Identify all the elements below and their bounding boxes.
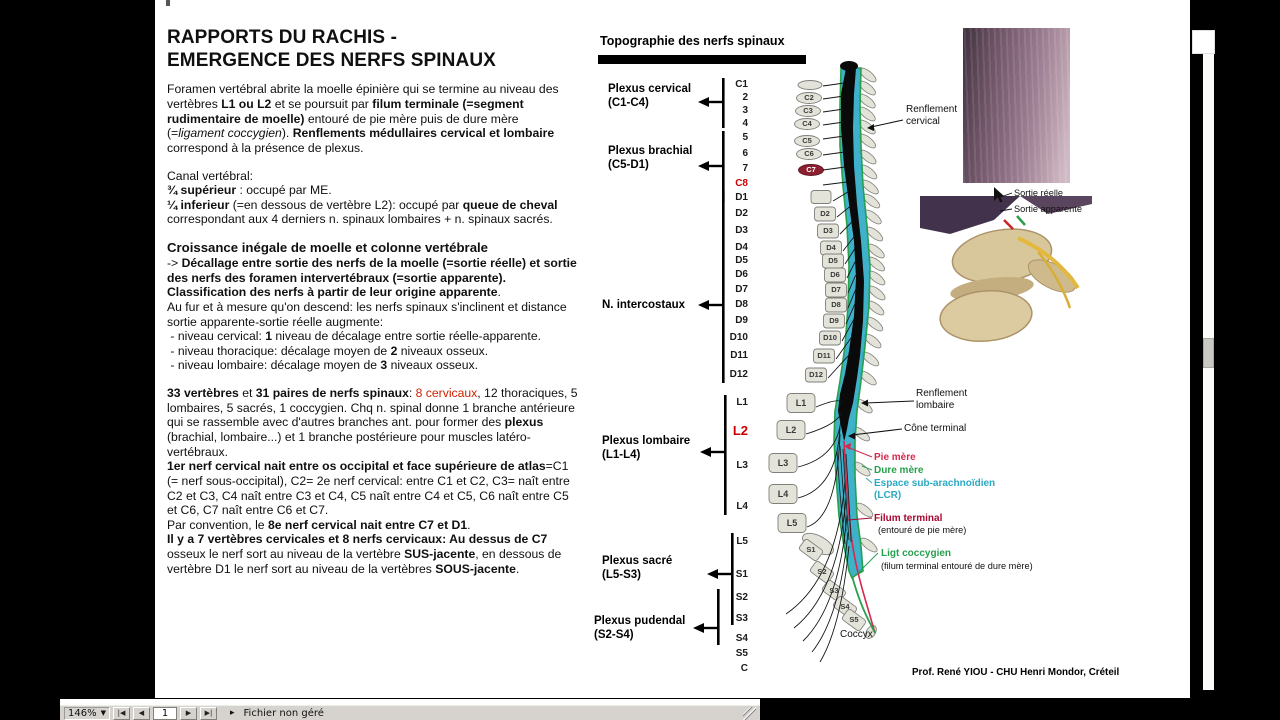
- body-label-C7: C7: [806, 165, 816, 174]
- body-label-D11: D11: [817, 351, 831, 360]
- stray-mark: [166, 0, 170, 6]
- credit-line: Prof. René YIOU - CHU Henri Mondor, Créteil: [912, 667, 1120, 678]
- body-label-S2: S2: [817, 567, 827, 576]
- title-line-1: RAPPORTS DU RACHIS -: [167, 27, 398, 48]
- page-title: [167, 26, 579, 72]
- body-label-D12: D12: [809, 370, 823, 379]
- spine-svg: [590, 26, 1190, 698]
- body-label-D8: D8: [831, 300, 841, 309]
- body-label-S3: S3: [829, 586, 839, 595]
- body-label-L2: L2: [785, 424, 797, 435]
- plexus-arrow-icon: [700, 447, 711, 457]
- plexus-label-plexus-lombaire: Plexus lombaire (L1-L4): [602, 435, 691, 462]
- level-label-S5: S5: [735, 648, 748, 659]
- leader-line: [871, 120, 903, 127]
- status-bar: [60, 705, 760, 720]
- level-label-D9: D9: [735, 315, 748, 326]
- level-label-coccyx: C: [740, 663, 748, 674]
- plexus-label-n-intercostaux: N. intercostaux: [602, 299, 686, 311]
- body-label-C6: C6: [804, 149, 814, 158]
- annotation-filum: Filum terminal: [874, 513, 943, 524]
- leader-line: [866, 478, 872, 483]
- annotation-espace: Espace sub-arachnoïdien: [874, 478, 996, 489]
- level-label-D5: D5: [735, 255, 748, 266]
- diagram-title: Topographie des nerfs spinaux: [600, 34, 785, 48]
- zoom-dropdown-icon[interactable]: ▼: [100, 708, 106, 717]
- first-page-button[interactable]: |◀: [113, 707, 130, 720]
- level-label-L4: L4: [736, 501, 748, 512]
- level-label-S4: S4: [735, 633, 748, 644]
- leader-line: [1000, 209, 1012, 211]
- diagram-title-underline: [598, 55, 806, 64]
- resize-grip[interactable]: [743, 707, 756, 720]
- label-sortie-apparente: Sortie apparente: [1014, 204, 1082, 214]
- annotation-ligt_sub: (filum terminal entouré de dure mère): [881, 561, 1033, 571]
- paragraph: 33 vertèbres et 31 paires de nerfs spinaux: 8 cervicaux, 12 thoraciques, 5 lombaires, 5 sacrés, 1 coccygien. Chq n. spinal donne 1 branche antérieure qui se rassemble avec d'autres branches ant. pour former des plexus (brachial, lombaire...) et 1 branche postérieure pour muscles latéro-vertébraux. 1er nerf cervical nait entre os occipital et face supérieure de atlas=C1 (= nerf sous-occipital), C2= 2e nerf cervical: entre C1 et C2, C3= naît entre C2 et C3, C4 naît entre C3 et C4, C5 naît entre C4 et C5, C6 naît entre C5 et C6, C7 naît entre C6 et C7. Par convention, le 8e nerf cervical nait entre C7 et D1. Il y a 7 vertèbres cervicales et 8 nerfs cervicaux: Au dessus de C7 osseux le nerf sort au niveau de la vertèbre SUS-jacente, en dessous de vertèbre D1 le nerf sort au niveau de la vertèbres SOUS-jacente.: [167, 386, 578, 576]
- scrollbar-up-button[interactable]: [1192, 30, 1215, 54]
- plexus-bracket: [724, 395, 727, 515]
- body-label-D10: D10: [823, 333, 837, 342]
- level-label-D6: D6: [735, 269, 748, 280]
- body-label-S5: S5: [849, 615, 859, 624]
- body-label-D6: D6: [830, 270, 840, 279]
- body-label-L4: L4: [777, 488, 789, 499]
- annotation-renflement_cervical: Renflement cervical: [906, 104, 958, 127]
- paragraph: Foramen vertébral abrite la moelle épinière qui se termine au niveau des vertèbres L1 ou L2 et se poursuit par filum terminale (=segment rudimentaire de moelle) entouré de pie mère puis de dure mère (=ligament coccygien). Renflements médullaires cervical et lombaire correspond à la présence de plexus.: [167, 82, 559, 155]
- tab-marker-icon: ▸: [229, 708, 235, 718]
- level-label-C8: C8: [735, 178, 748, 189]
- level-label-D11: D11: [730, 350, 748, 361]
- level-label-7: 7: [742, 163, 748, 174]
- level-label-D4: D4: [735, 242, 748, 253]
- annotation-coccyx: Coccyx: [840, 629, 873, 640]
- text-column: [167, 26, 579, 589]
- level-label-S1: S1: [735, 569, 748, 580]
- paragraph-heading: Croissance inégale de moelle et colonne vertébrale: [167, 240, 489, 256]
- last-page-button[interactable]: ▶|: [200, 707, 217, 720]
- plexus-label-plexus-pudendal: Plexus pudendal (S2-S4): [594, 615, 686, 642]
- level-label-D12: D12: [729, 369, 748, 380]
- next-page-button[interactable]: ▶: [180, 707, 197, 720]
- mouse-cursor: [994, 187, 1005, 203]
- body-label-C4: C4: [802, 119, 812, 128]
- plexus-label-plexus-sacr-: Plexus sacré (L5-S3): [602, 555, 673, 582]
- body-label-D9: D9: [829, 316, 839, 325]
- body-label-L1: L1: [795, 397, 807, 408]
- body-label-L5: L5: [786, 517, 798, 528]
- level-label-5: 5: [742, 132, 748, 143]
- level-label-S3: S3: [735, 613, 748, 624]
- paragraph: Croissance inégale de moelle et colonne vertébrale -> Décallage entre sortie des nerfs de la moelle (=sortie réelle) et sortie des nerfs des foramen intervertébraux (=sortie apparente). Classification des nerfs à partir de leur origine apparente. Au fur et à mesure qu'on descend: les nerfs spinaux s'inclinent et distance sortie apparente-sortie réelle augmente: - niveau cervical: 1 niveau de décalage entre sortie réelle-apparente. - niveau thoracique: décalage moyen de 2 niveaux osseux. - niveau lombaire: décalage moyen de 3 niveaux osseux.: [167, 240, 577, 373]
- annotation-cone: Cône terminal: [904, 423, 967, 434]
- level-label-L3: L3: [736, 460, 748, 471]
- plexus-label-plexus-cervical: Plexus cervical (C1-C4): [608, 83, 692, 110]
- level-label-2: 2: [742, 92, 748, 103]
- level-label-L5: L5: [736, 536, 748, 547]
- level-label-4: 4: [742, 118, 748, 129]
- body-label-D5: D5: [828, 256, 838, 265]
- spinal-diagram: [590, 26, 1190, 698]
- scrollbar-thumb[interactable]: [1203, 338, 1214, 368]
- page-number-input[interactable]: [153, 707, 177, 720]
- body-label-S1: S1: [806, 545, 816, 554]
- body-label-D4: D4: [826, 243, 836, 252]
- zoom-level: 146%: [68, 707, 97, 719]
- level-label-D1: D1: [735, 192, 748, 203]
- annotation-lcr: (LCR): [874, 490, 902, 501]
- level-label-D8: D8: [735, 299, 748, 310]
- document-page: [155, 0, 1190, 698]
- prev-page-button[interactable]: ◀: [133, 707, 150, 720]
- plexus-label-plexus-brachial: Plexus brachial (C5-D1): [608, 145, 693, 172]
- level-label-S2: S2: [735, 592, 748, 603]
- body-label-D7: D7: [831, 285, 841, 294]
- zoom-control[interactable]: [64, 707, 110, 720]
- body-text: [167, 82, 579, 576]
- level-label-D10: D10: [729, 332, 748, 343]
- level-label-L1: L1: [736, 397, 748, 408]
- annotation-filum_sub: (entouré de pie mère): [878, 525, 967, 535]
- body-label-D3: D3: [823, 226, 833, 235]
- level-label-D3: D3: [735, 225, 748, 236]
- paragraph: Canal vertébral: ¾ supérieur : occupé par ME. ¼ inferieur (=en dessous de vertèbre L2): occupé par queue de cheval correspondant aux 4 derniers n. spinaux lombaires + n. spinaux sacrés.: [167, 168, 558, 227]
- level-label-D7: D7: [735, 284, 748, 295]
- scrollbar-track[interactable]: [1203, 54, 1214, 690]
- level-label-D2: D2: [735, 208, 748, 219]
- body-label-C5: C5: [802, 136, 812, 145]
- vertebra-atlas: [798, 81, 822, 90]
- annotation-renflement_lombaire: Renflement lombaire: [916, 388, 968, 411]
- level-label-3: 3: [742, 105, 748, 116]
- body-label-C2: C2: [804, 93, 814, 102]
- level-label-L2: L2: [732, 423, 748, 438]
- leader-line: [865, 401, 914, 403]
- title-line-2: EMERGENCE DES NERFS SPINAUX: [167, 50, 496, 72]
- vertebra-body: [811, 191, 831, 204]
- level-label-6: 6: [742, 148, 748, 159]
- annotation-pie: Pie mère: [874, 452, 916, 463]
- document-tab[interactable]: Fichier non géré: [243, 707, 324, 719]
- body-label-L3: L3: [777, 457, 789, 468]
- plexus-arrow-icon: [693, 623, 704, 633]
- level-label-C1: C1: [735, 79, 748, 90]
- label-sortie-reelle: Sortie réelle: [1014, 188, 1064, 198]
- body-label-S4: S4: [840, 602, 850, 611]
- body-label-C3: C3: [803, 106, 813, 115]
- body-label-D2: D2: [820, 209, 830, 218]
- annotation-ligt: Ligt coccygien: [881, 548, 952, 559]
- annotation-dure: Dure mère: [874, 465, 924, 476]
